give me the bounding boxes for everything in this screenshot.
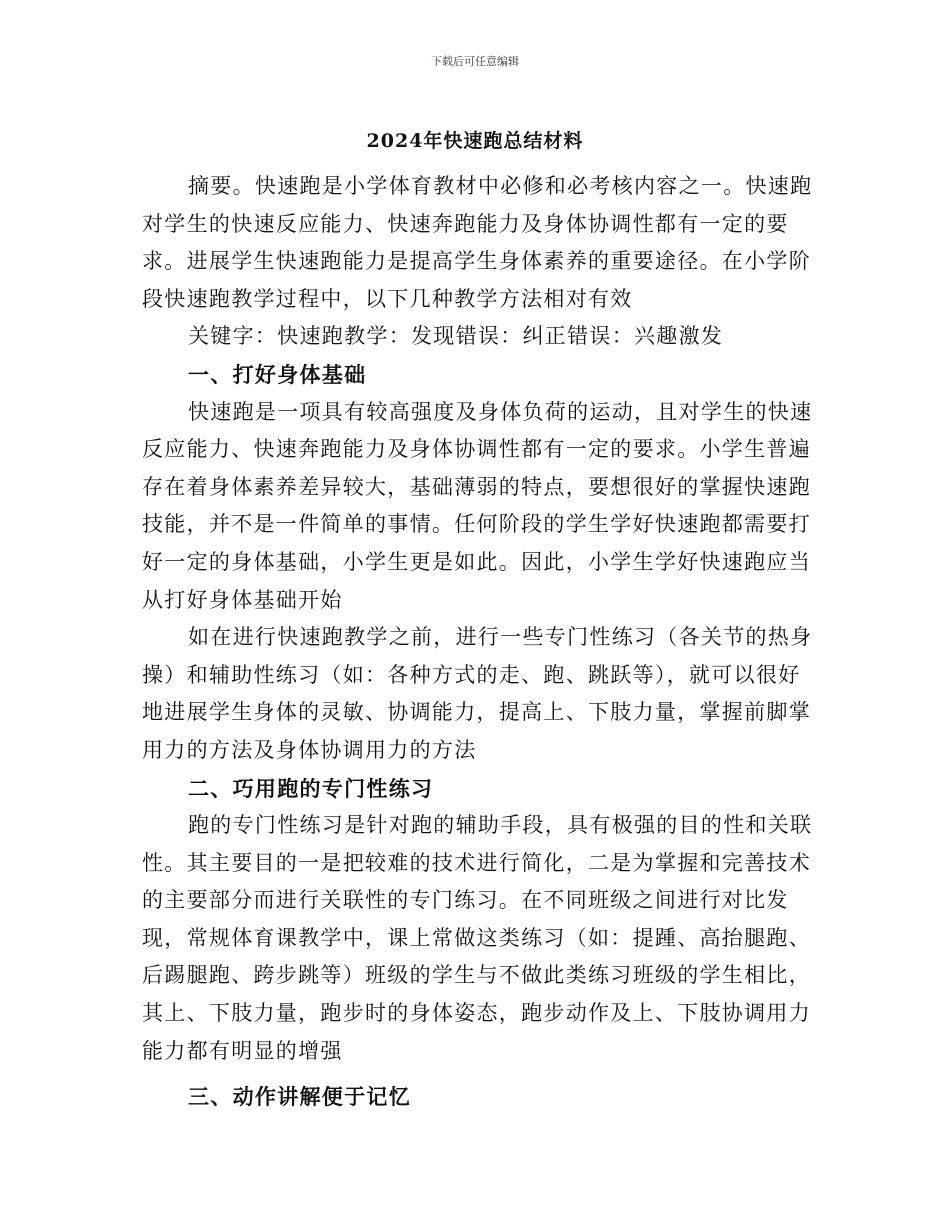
section-1-heading: 一、打好身体基础 [188,361,367,387]
page-header-note: 下载后可任意编辑 [431,55,519,68]
section-1-paragraph-1: 快速跑是一项具有较高强度及身体负荷的运动，且对学生的快速反应能力、快速奔跑能力及身体协调性都有一定的要求。小学生普遍存在着身体素养差异较大，基础薄弱的特点，要想很好的掌握快速跑技能，并不是一件简单的事情。任何阶段的学生学好快速跑都需要打好一定的身体基础，小学生更是如此。因此，小学生学好快速跑应当从打好身体基础开始 [142,399,813,612]
section-2-heading: 二、巧用跑的专门性练习 [188,775,434,801]
keywords-paragraph: 关键字：快速跑教学：发现错误：纠正错误：兴趣激发 [188,324,724,349]
section-3-heading: 三、动作讲解便于记忆 [188,1084,411,1110]
document-title: 2024年快速跑总结材料 [366,130,584,152]
section-1-paragraph-2: 如在进行快速跑教学之前，进行一些专门性练习（各关节的热身操）和辅助性练习（如：各种方式的走、跑、跳跃等），就可以很好地进展学生身体的灵敏、协调能力，提高上、下肢力量，掌握前脚掌用力的方法及身体协调用力的方法 [142,625,813,762]
abstract-paragraph: 摘要。快速跑是小学体育教材中必修和必考核内容之一。快速跑对学生的快速反应能力、快速奔跑能力及身体协调性都有一定的要求。进展学生快速跑能力是提高学生身体素养的重要途径。在小学阶段快速跑教学过程中，以下几种教学方法相对有效 [142,174,813,311]
section-2-paragraph-1: 跑的专门性练习是针对跑的辅助手段，具有极强的目的性和关联性。其主要目的一是把较难的技术进行简化，二是为掌握和完善技术的主要部分而进行关联性的专门练习。在不同班级之间进行对比发现，常规体育课教学中，课上常做这类练习（如：提踵、高抬腿跑、后踢腿跑、跨步跳等）班级的学生与不做此类练习班级的学生相比，其上、下肢力量，跑步时的身体姿态，跑步动作及上、下肢协调用力能力都有明显的增强 [142,813,813,1063]
document-body [142,168,818,1116]
